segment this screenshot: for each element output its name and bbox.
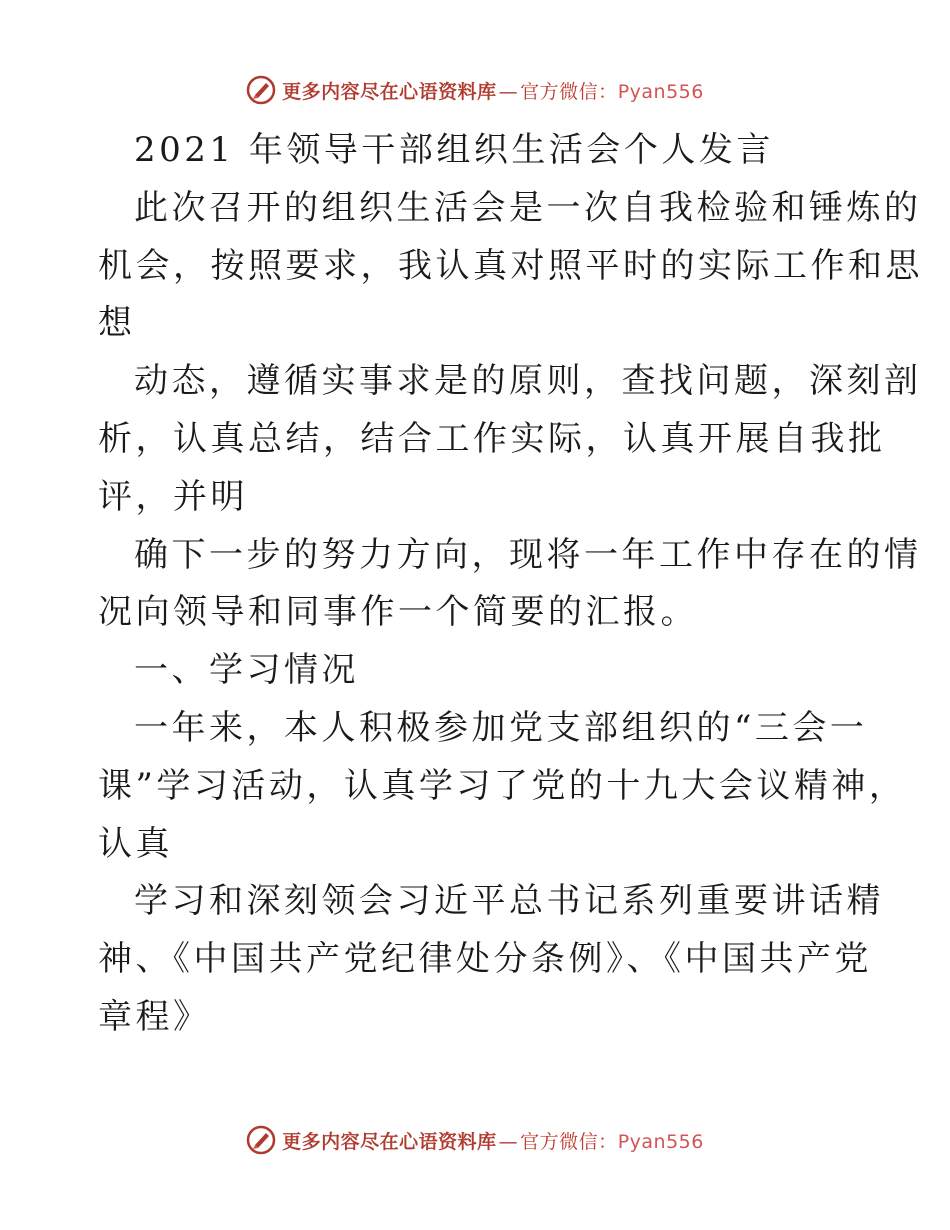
watermark-main: 更多内容尽在心语资料库 <box>282 80 497 103</box>
footer-watermark <box>0 1120 950 1160</box>
doc-line: 认真 <box>98 823 173 864</box>
doc-line: 2021 年领导干部组织生活会个人发言 <box>134 130 774 170</box>
doc-line: 动态，遵循实事求是的原则，查找问题，深刻剖 <box>134 361 922 402</box>
document-body <box>98 122 923 1047</box>
doc-line: 机会，按照要求，我认真对照平时的实际工作和思 <box>98 245 923 286</box>
watermark-text <box>282 1127 704 1154</box>
doc-line: 况向领导和同事作一个简要的汇报。 <box>98 592 698 633</box>
doc-line: 确下一步的努力方向，现将一年工作中存在的情 <box>134 534 922 575</box>
brand-logo-icon <box>246 1125 276 1155</box>
watermark-separator: — <box>498 1130 519 1153</box>
doc-line: 课”学习活动，认真学习了党的十九大会议精神， <box>98 765 907 806</box>
brand-logo-icon <box>246 75 276 105</box>
doc-line: 神、《中国共产党纪律处分条例》、《中国共产党 <box>98 939 872 980</box>
watermark-text <box>282 77 704 104</box>
doc-line: 析，认真总结，结合工作实际，认真开展自我批 <box>98 418 886 459</box>
watermark-separator: — <box>498 80 519 103</box>
doc-line: 学习和深刻领会习近平总书记系列重要讲话精 <box>134 881 884 922</box>
doc-line: 一、学习情况 <box>134 650 359 691</box>
doc-line: 章程》 <box>98 996 211 1037</box>
watermark-main: 更多内容尽在心语资料库 <box>282 1130 497 1153</box>
doc-line: 想 <box>98 303 136 344</box>
watermark-sub: 官方微信： <box>520 1130 618 1153</box>
doc-line: 评，并明 <box>98 476 248 517</box>
watermark-id: Pyan556 <box>617 1130 704 1153</box>
header-watermark <box>0 70 950 110</box>
watermark-id: Pyan556 <box>617 80 704 103</box>
watermark-sub: 官方微信： <box>520 80 618 103</box>
doc-line: 一年来，本人积极参加党支部组织的“三会一 <box>134 707 868 748</box>
doc-line: 此次召开的组织生活会是一次自我检验和锤炼的 <box>134 187 922 228</box>
